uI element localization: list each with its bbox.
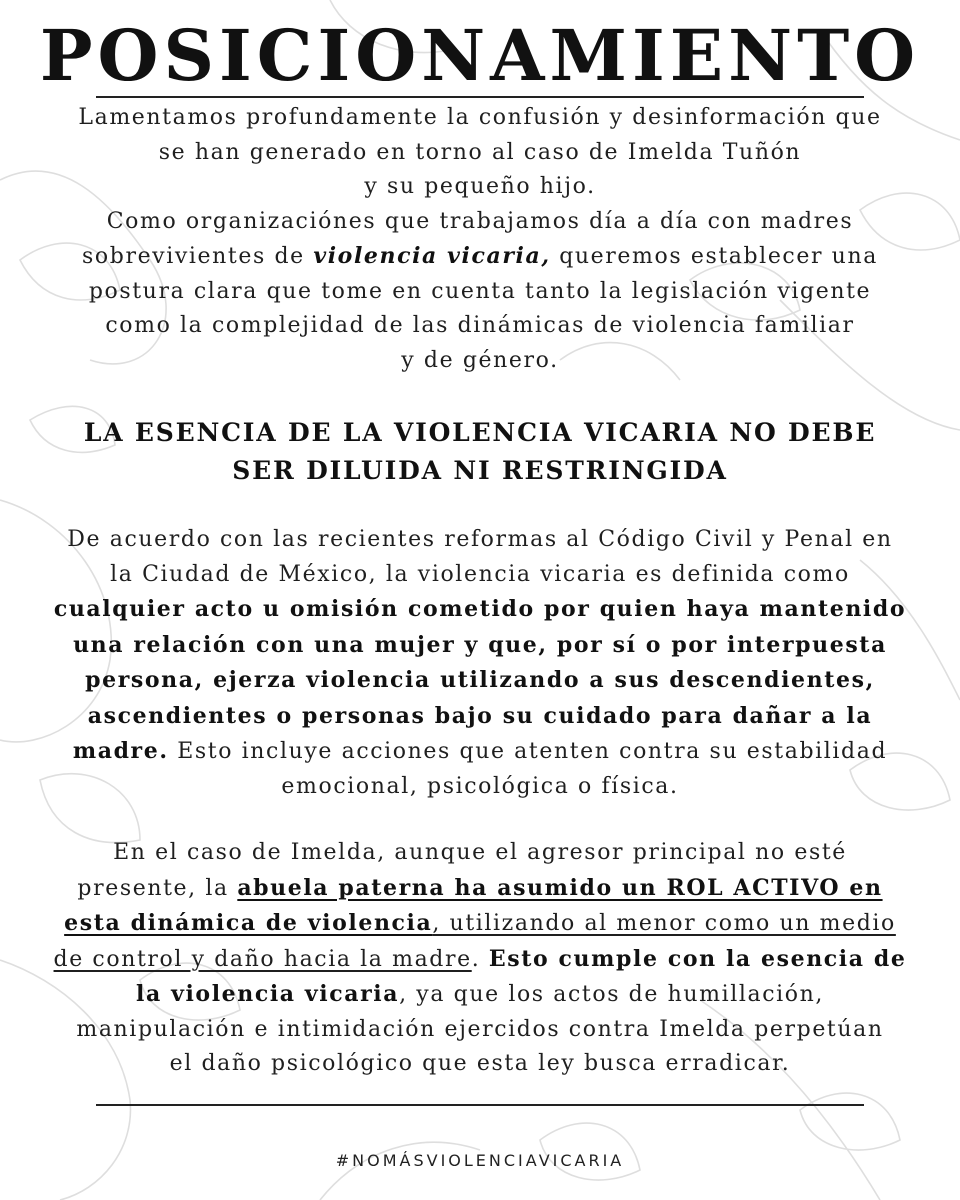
text-span: . [471,946,489,972]
text-line: postura clara que tome en cuenta tanto la legislación vigente [88,278,872,304]
text-span: , ya que los actos de humillación, [399,982,824,1007]
text-line [0,906,960,942]
case-paragraph [0,836,960,1082]
text-line [0,239,960,275]
text-span-bold: madre. [72,738,169,764]
text-line: manipulación e intimidación ejercidos contra Imelda perpetúan [76,1016,884,1042]
hashtag: #NOMÁSVIOLENCIAVICARIA [335,1151,625,1170]
text-span: sobrevivientes de [82,244,314,269]
text-line [0,977,960,1013]
section-heading [0,414,960,490]
text-line: como la complejidad de las dinámicas de violencia familiar [105,313,855,338]
definition-paragraph [0,523,960,804]
text-line: En el caso de Imelda, aunque el agresor principal no esté [113,840,847,865]
text-span-bold: la violencia vicaria [136,981,400,1007]
text-line: Lamentamos profundamente la confusión y desinformación que [78,105,882,130]
text-line-bold: una relación con una mujer y que, por sí o por interpuesta [73,631,887,658]
text-line: y de género. [401,347,559,373]
text-span-bold-underlined: abuela paterna ha asumido un ROL ACTIVO en [237,874,883,901]
heading-line: SER DILUIDA NI RESTRINGIDA [232,456,728,485]
text-line [0,734,960,770]
text-line-bold: persona, ejerza violencia utilizando a sus descendientes, [85,667,875,693]
text-line: el daño psicológico que esta ley busca erradicar. [169,1051,791,1076]
text-line: De acuerdo con las recientes reformas al Código Civil y Penal en [67,527,893,552]
text-span: Esto incluye acciones que atenten contra su estabilidad [168,739,888,764]
intro-paragraph [0,101,960,378]
text-line-bold: ascendientes o personas bajo su cuidado para dañar a la [87,702,873,729]
text-span-underlined: , utilizando al menor como un medio [432,911,896,936]
text-span-bold: Esto cumple con la esencia de [488,945,907,972]
text-line [0,871,960,907]
heading-line: LA ESENCIA DE LA VIOLENCIA VICARIA NO DEBE [83,418,877,447]
text-span: queremos establecer una [550,244,878,269]
text-line: Como organizaciónes que trabajamos día a día con madres [106,208,854,234]
text-line-bold: cualquier acto u omisión cometido por quien haya mantenido [53,596,907,622]
text-span-underlined: de control y daño hacia la madre [53,946,472,972]
text-line: emocional, psicológica o física. [281,773,679,799]
text-line: la Ciudad de México, la violencia vicaria es definida como [110,561,850,587]
bottom-divider [96,1104,864,1106]
top-divider [96,96,864,98]
text-span-bold-underlined: esta dinámica de violencia [64,910,433,936]
text-line: se han generado en torno al caso de Imelda Tuñón [158,139,802,165]
page-title: POSICIONAMIENTO [39,14,921,97]
text-line: y su pequeño hijo. [364,174,596,199]
emphasis-violencia-vicaria: violencia vicaria, [313,243,551,269]
text-span: presente, la [77,875,238,901]
text-line [0,942,960,978]
